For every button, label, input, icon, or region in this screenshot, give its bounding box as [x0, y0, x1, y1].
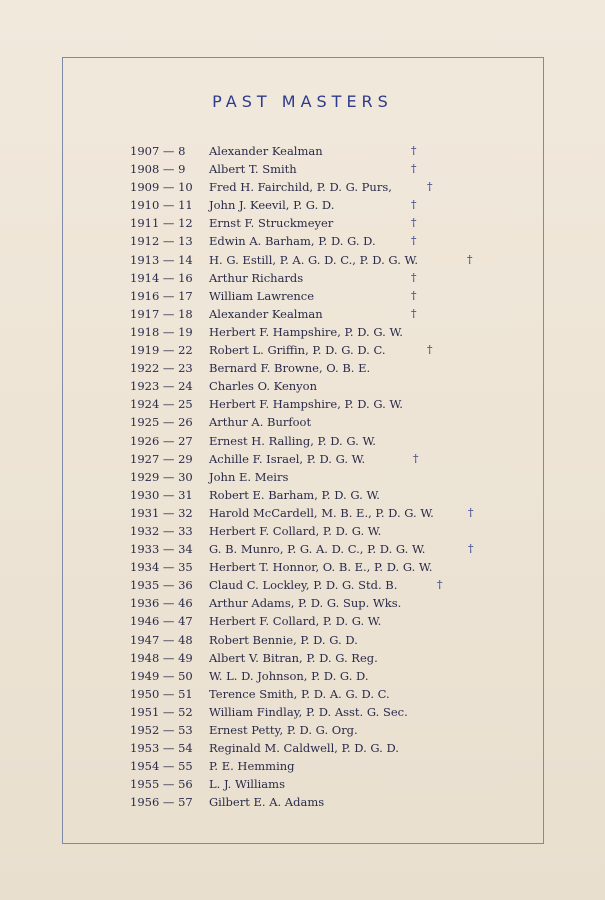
term-years: 1907 — 8 — [130, 144, 186, 158]
deceased-cross-mark: † — [411, 234, 417, 248]
list-item — [130, 214, 550, 232]
master-name: Arthur A. Burfoot — [209, 415, 312, 430]
term-years: 1929 — 30 — [130, 469, 193, 484]
master-name: Herbert F. Collard, P. D. G. W. — [209, 614, 382, 629]
master-name: Herbert F. Hampshire, P. D. G. W. — [209, 397, 403, 412]
master-name: Bernard F. Browne, O. B. E. — [209, 361, 371, 376]
deceased-cross-mark: † — [411, 144, 417, 157]
term-years: 1910 — 11 — [130, 198, 193, 213]
term-years: 1952 — 53 — [130, 723, 193, 737]
master-name: Robert E. Barham, P. D. G. W. — [209, 487, 380, 502]
term-years: 1919 — 22 — [130, 343, 193, 358]
list-item — [130, 793, 550, 811]
term-years: 1925 — 26 — [130, 415, 193, 430]
term-years: 1948 — 49 — [130, 650, 193, 665]
list-item — [130, 341, 550, 359]
list-item — [130, 775, 550, 793]
term-years: 1955 — 56 — [130, 777, 193, 792]
deceased-cross-mark: † — [467, 252, 473, 266]
master-name: Charles O. Kenyon — [209, 379, 317, 394]
master-name: Reginald M. Caldwell, P. D. G. D. — [209, 741, 399, 756]
master-name: Terence Smith, P. D. A. G. D. C. — [209, 686, 390, 701]
master-name: Ernst F. Struckmeyer — [209, 216, 334, 231]
term-years: 1909 — 10 — [130, 180, 193, 195]
master-name: Herbert T. Honnor, O. B. E., P. D. G. W. — [209, 560, 433, 575]
deceased-cross-mark: † — [411, 270, 417, 284]
master-name: W. L. D. Johnson, P. D. G. D. — [209, 668, 369, 683]
master-name: Herbert F. Collard, P. D. G. W. — [209, 523, 382, 538]
list-item — [130, 450, 550, 468]
list-item — [130, 160, 550, 178]
master-name: G. B. Munro, P. G. A. D. C., P. D. G. W. — [209, 542, 426, 557]
term-years: 1927 — 29 — [130, 451, 193, 466]
list-item — [130, 504, 550, 522]
list-item — [130, 142, 550, 160]
list-item — [130, 558, 550, 576]
list-item — [130, 287, 550, 305]
list-item — [130, 232, 550, 250]
master-name: Robert Bennie, P. D. G. D. — [209, 632, 358, 647]
term-years: 1950 — 51 — [130, 686, 193, 701]
list-item — [130, 359, 550, 377]
term-years: 1951 — 52 — [130, 704, 193, 719]
term-years: 1924 — 25 — [130, 397, 193, 412]
deceased-cross-mark: † — [427, 343, 433, 357]
master-name: Herbert F. Hampshire, P. D. G. W. — [209, 324, 403, 339]
term-years: 1953 — 54 — [130, 741, 193, 756]
past-masters-list — [130, 142, 550, 811]
term-years: 1947 — 48 — [130, 632, 193, 647]
term-years: 1933 — 34 — [130, 542, 193, 557]
term-years: 1946 — 47 — [130, 614, 193, 629]
list-item — [130, 612, 550, 630]
master-name: H. G. Estill, P. A. G. D. C., P. D. G. W. — [209, 252, 418, 267]
term-years: 1932 — 33 — [130, 523, 193, 538]
deceased-cross-mark: † — [411, 198, 417, 212]
term-years: 1949 — 50 — [130, 668, 193, 683]
term-years: 1917 — 18 — [130, 306, 193, 321]
list-item — [130, 667, 550, 685]
list-item — [130, 594, 550, 612]
term-years: 1913 — 14 — [130, 252, 193, 267]
term-years: 1954 — 55 — [130, 759, 193, 774]
list-item — [130, 395, 550, 413]
list-item — [130, 413, 550, 431]
deceased-cross-mark: † — [427, 180, 433, 194]
list-item — [130, 649, 550, 667]
deceased-cross-mark: † — [411, 216, 417, 230]
list-item — [130, 432, 550, 450]
deceased-cross-mark: † — [411, 288, 417, 302]
list-item — [130, 576, 550, 594]
term-years: 1922 — 23 — [130, 361, 193, 376]
master-name: Fred H. Fairchild, P. D. G. Purs, — [209, 180, 392, 195]
master-name: Gilbert E. A. Adams — [209, 795, 325, 810]
master-name: Arthur Adams, P. D. G. Sup. Wks. — [209, 596, 402, 611]
master-name: John J. Keevil, P. G. D. — [209, 198, 335, 213]
term-years: 1916 — 17 — [130, 288, 193, 303]
term-years: 1912 — 13 — [130, 234, 193, 249]
list-item — [130, 323, 550, 341]
master-name: Achille F. Israel, P. D. G. W. — [209, 451, 366, 466]
deceased-cross-mark: † — [437, 578, 443, 592]
master-name: John E. Meirs — [209, 469, 289, 484]
term-years: 1930 — 31 — [130, 487, 193, 502]
term-years: 1911 — 12 — [130, 216, 193, 231]
deceased-cross-mark: † — [468, 542, 474, 556]
master-name: L. J. Williams — [209, 777, 285, 792]
deceased-cross-mark: † — [411, 306, 417, 320]
list-item — [130, 631, 550, 649]
list-item — [130, 757, 550, 775]
term-years: 1923 — 24 — [130, 379, 193, 394]
list-item — [130, 685, 550, 703]
master-name: P. E. Hemming — [209, 759, 295, 774]
master-name: Robert L. Griffin, P. D. G. D. C. — [209, 343, 386, 358]
term-years: 1935 — 36 — [130, 578, 193, 593]
deceased-cross-mark: † — [411, 162, 417, 176]
deceased-cross-mark: † — [468, 505, 474, 519]
master-name: Harold McCardell, M. B. E., P. D. G. W. — [209, 505, 434, 520]
master-name: Ernest Petty, P. D. G. Org. — [209, 723, 358, 737]
list-item — [130, 739, 550, 757]
term-years: 1934 — 35 — [130, 560, 193, 575]
list-item — [130, 540, 550, 558]
master-name: William Findlay, P. D. Asst. G. Sec. — [209, 704, 408, 719]
list-item — [130, 178, 550, 196]
master-name: Alexander Kealman — [209, 306, 323, 321]
master-name: Albert V. Bitran, P. D. G. Reg. — [209, 650, 378, 665]
deceased-cross-mark: † — [413, 451, 419, 465]
list-item — [130, 703, 550, 721]
term-years: 1926 — 27 — [130, 433, 193, 448]
list-item — [130, 196, 550, 214]
list-item — [130, 522, 550, 540]
list-item — [130, 305, 550, 323]
term-years: 1956 — 57 — [130, 795, 193, 810]
list-item — [130, 468, 550, 486]
list-item — [130, 721, 550, 739]
term-years: 1931 — 32 — [130, 505, 193, 520]
term-years: 1914 — 16 — [130, 270, 193, 285]
master-name: Arthur Richards — [209, 270, 304, 285]
master-name: Edwin A. Barham, P. D. G. D. — [209, 234, 376, 249]
master-name: Albert T. Smith — [209, 162, 297, 177]
term-years: 1908 — 9 — [130, 162, 186, 177]
master-name: Alexander Kealman — [209, 144, 323, 158]
page-title: PAST MASTERS — [212, 92, 393, 111]
master-name: Claud C. Lockley, P. D. G. Std. B. — [209, 578, 398, 593]
master-name: William Lawrence — [209, 288, 315, 303]
list-item — [130, 269, 550, 287]
term-years: 1936 — 46 — [130, 596, 193, 611]
list-item — [130, 377, 550, 395]
term-years: 1918 — 19 — [130, 324, 193, 339]
master-name: Ernest H. Ralling, P. D. G. W. — [209, 433, 376, 448]
list-item — [130, 486, 550, 504]
list-item — [130, 251, 550, 269]
